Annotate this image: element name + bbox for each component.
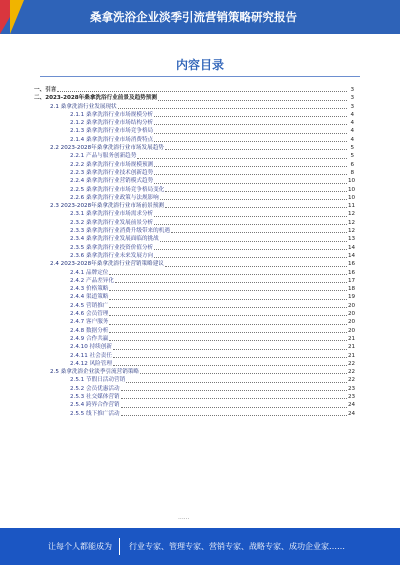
toc-entry-page: 4 bbox=[350, 111, 354, 118]
toc-entry-label: 2.4.2 产品差异化 bbox=[70, 277, 114, 284]
toc-entry-page: 22 bbox=[348, 369, 356, 376]
toc-entry-page: 11 bbox=[348, 203, 356, 210]
toc-entry-label: 2.5.5 线下推广活动 bbox=[70, 410, 120, 417]
toc-entry[interactable] bbox=[34, 352, 354, 360]
toc-entry-label: 2.5.2 会员优惠活动 bbox=[70, 385, 120, 392]
toc-entry-page: 18 bbox=[348, 286, 356, 293]
toc-entry-page: 5 bbox=[350, 145, 354, 152]
toc-dot-leader bbox=[154, 132, 347, 134]
toc-entry-page: 20 bbox=[348, 319, 356, 326]
toc-entry[interactable] bbox=[34, 335, 354, 343]
toc-entry-label: 2.3.2 桑拿洗浴行业发展前景分析 bbox=[70, 219, 154, 226]
toc-dot-leader bbox=[165, 148, 347, 150]
toc-dot-leader bbox=[109, 339, 347, 341]
toc-entry-page: 12 bbox=[348, 219, 356, 226]
toc-entry-page: 3 bbox=[350, 103, 354, 110]
toc-dot-leader bbox=[109, 314, 347, 316]
toc-entry[interactable] bbox=[34, 186, 354, 194]
toc-dot-leader bbox=[121, 414, 347, 416]
toc-entry[interactable] bbox=[34, 327, 354, 335]
toc-entry[interactable] bbox=[34, 269, 354, 277]
toc-entry-page: 3 bbox=[350, 87, 354, 93]
toc-dot-leader bbox=[154, 173, 347, 175]
toc-dot-leader bbox=[171, 231, 347, 233]
toc-entry-page: 16 bbox=[348, 261, 356, 268]
toc-dot-leader bbox=[154, 223, 347, 225]
toc-entry-page: 12 bbox=[348, 211, 356, 218]
toc-entry[interactable] bbox=[34, 302, 354, 310]
toc-entry-page: 20 bbox=[348, 302, 356, 309]
toc-entry-label: 2.4.3 价格策略 bbox=[70, 286, 109, 293]
toc-entry-label: 2.2 2023-2028年桑拿洗浴行业市场发展趋势 bbox=[50, 145, 164, 152]
toc-heading: 内容目录 bbox=[175, 58, 224, 72]
footer-divider bbox=[119, 538, 120, 555]
toc-dot-leader bbox=[154, 248, 347, 250]
toc-entry-page: 16 bbox=[348, 269, 356, 276]
toc-entry[interactable] bbox=[34, 111, 354, 119]
toc-divider bbox=[40, 76, 360, 77]
toc-entry-label: 2.1.2 桑拿洗浴行业市场结构分析 bbox=[70, 120, 154, 127]
toc-entry-label: 2.3.4 桑拿洗浴行业发展面临的挑战 bbox=[70, 236, 159, 243]
toc-entry-page: 8 bbox=[350, 169, 354, 176]
toc-entry-label: 2.4.5 营销推广 bbox=[70, 302, 109, 309]
toc-dot-leader bbox=[109, 273, 347, 275]
header-banner bbox=[0, 0, 400, 34]
toc-dot-leader bbox=[115, 281, 347, 283]
toc-entry[interactable] bbox=[34, 202, 354, 210]
toc-dot-leader bbox=[121, 389, 347, 391]
toc-dot-leader bbox=[109, 323, 347, 325]
toc-entry-label: 2.4.4 渠道策略 bbox=[70, 294, 109, 301]
toc-entry[interactable] bbox=[34, 219, 354, 227]
toc-entry-label: 2.5.1 节假日活动营销 bbox=[70, 377, 126, 384]
toc-entry[interactable] bbox=[34, 210, 354, 218]
toc-entry[interactable] bbox=[34, 401, 354, 409]
footer-slogan: 让每个人都能成为 bbox=[48, 542, 112, 551]
toc-dot-leader bbox=[160, 240, 347, 242]
toc-entry-page: 24 bbox=[348, 410, 356, 417]
toc-entry-page: 3 bbox=[350, 95, 354, 102]
toc-dot-leader bbox=[109, 298, 347, 300]
toc-entry-page: 4 bbox=[350, 136, 354, 143]
toc-entry-label: 2.5.3 社交媒体营销 bbox=[70, 393, 120, 400]
toc-entry-page: 14 bbox=[348, 252, 356, 259]
toc-entry[interactable] bbox=[34, 410, 354, 418]
toc-entry[interactable] bbox=[34, 343, 354, 351]
toc-entry-page: 5 bbox=[350, 153, 354, 160]
toc-entry-label: 一、引言 bbox=[34, 87, 57, 93]
toc-entry-label: 2.4.8 数据分析 bbox=[70, 327, 109, 334]
toc-dot-leader bbox=[165, 206, 347, 208]
toc-entry[interactable] bbox=[34, 277, 354, 285]
continuation-dots: ...... bbox=[178, 514, 190, 521]
toc-entry-label: 2.3 2023-2028年桑拿洗浴行业市场前景预测 bbox=[50, 203, 164, 210]
toc-entry-label: 2.1.4 桑拿洗浴行业市场消费特点 bbox=[70, 136, 154, 143]
toc-entry[interactable] bbox=[34, 235, 354, 243]
toc-entry-page: 4 bbox=[350, 128, 354, 135]
toc-dot-leader bbox=[154, 182, 347, 184]
toc-dot-leader bbox=[121, 397, 347, 399]
toc-entry-page: 23 bbox=[348, 393, 356, 400]
toc-entry[interactable] bbox=[34, 244, 354, 252]
footer-tagline: 行业专家、管理专家、营销专家、战略专家、成功企业家…… bbox=[129, 542, 345, 551]
toc-entry[interactable] bbox=[34, 136, 354, 144]
toc-entry[interactable] bbox=[34, 385, 354, 393]
toc-entry-label: 2.2.3 桑拿洗浴行业技术创新趋势 bbox=[70, 169, 154, 176]
toc-entry-page: 21 bbox=[348, 352, 356, 359]
table-of-contents bbox=[34, 86, 354, 418]
toc-entry-label: 2.4.10 持续创新 bbox=[70, 344, 112, 351]
toc-entry[interactable] bbox=[34, 393, 354, 401]
toc-entry-page: 17 bbox=[348, 277, 356, 284]
toc-entry[interactable] bbox=[34, 252, 354, 260]
toc-dot-leader bbox=[154, 115, 347, 117]
toc-entry-label: 2.2.4 桑拿洗浴行业营销模式趋势 bbox=[70, 178, 154, 185]
toc-entry[interactable] bbox=[34, 310, 354, 318]
toc-entry[interactable] bbox=[34, 152, 354, 160]
toc-entry-label: 2.2.6 桑拿洗浴行业政策与法规影响 bbox=[70, 194, 159, 201]
toc-dot-leader bbox=[113, 356, 347, 358]
toc-entry-page: 12 bbox=[348, 228, 356, 235]
toc-entry-label: 2.4.7 客户服务 bbox=[70, 319, 109, 326]
toc-entry-page: 4 bbox=[350, 120, 354, 127]
toc-dot-leader bbox=[165, 190, 347, 192]
toc-dot-leader bbox=[154, 123, 347, 125]
toc-dot-leader bbox=[140, 372, 347, 374]
toc-entry-page: 10 bbox=[348, 194, 356, 201]
toc-dot-leader bbox=[113, 348, 347, 350]
toc-entry-label: 2.4.9 合作共赢 bbox=[70, 335, 109, 342]
toc-dot-leader bbox=[154, 140, 347, 142]
toc-entry-label: 2.5.4 跨界合作营销 bbox=[70, 402, 120, 409]
toc-dot-leader bbox=[109, 289, 347, 291]
toc-entry-page: 21 bbox=[348, 344, 356, 351]
toc-entry-page: 6 bbox=[350, 161, 354, 168]
toc-entry-label: 2.2.5 桑拿洗浴行业市场竞争格局变化 bbox=[70, 186, 165, 193]
toc-entry-page: 22 bbox=[348, 360, 356, 367]
toc-entry[interactable] bbox=[34, 260, 354, 268]
toc-entry-page: 14 bbox=[348, 244, 356, 251]
toc-entry-label: 2.2.1 产品与服务创新趋势 bbox=[70, 153, 137, 160]
toc-entry-label: 2.4 2023-2028年桑拿洗浴行业营销策略建议 bbox=[50, 261, 164, 268]
toc-entry[interactable] bbox=[34, 119, 354, 127]
toc-dot-leader bbox=[160, 198, 347, 200]
toc-entry-label: 2.4.12 风险管理 bbox=[70, 360, 112, 367]
toc-dot-leader bbox=[126, 381, 347, 383]
footer-banner bbox=[0, 528, 400, 565]
toc-dot-leader bbox=[154, 215, 347, 217]
toc-entry-page: 24 bbox=[348, 402, 356, 409]
toc-dot-leader bbox=[109, 331, 347, 333]
toc-entry[interactable] bbox=[34, 161, 354, 169]
toc-entry[interactable] bbox=[34, 177, 354, 185]
toc-entry-label: 2.2.2 桑拿洗浴行业市场规模预测 bbox=[70, 161, 154, 168]
toc-entry-page: 23 bbox=[348, 385, 356, 392]
toc-dot-leader bbox=[165, 265, 347, 267]
toc-dot-leader bbox=[109, 306, 347, 308]
toc-dot-leader bbox=[137, 157, 347, 159]
toc-entry[interactable] bbox=[34, 376, 354, 384]
toc-entry[interactable] bbox=[34, 194, 354, 202]
toc-entry[interactable] bbox=[34, 360, 354, 368]
toc-entry-label: 2.1.3 桑拿洗浴行业市场竞争格局 bbox=[70, 128, 154, 135]
report-title: 桑拿洗浴企业淡季引流营销策略研究报告 bbox=[90, 10, 297, 24]
toc-entry-label: 二、2023-2028年桑拿洗浴行业前景及趋势预测 bbox=[34, 95, 157, 102]
toc-entry[interactable] bbox=[34, 293, 354, 301]
toc-entry[interactable] bbox=[34, 285, 354, 293]
toc-entry-page: 21 bbox=[348, 335, 356, 342]
toc-entry-label: 2.1 桑拿洗浴行业发展现状 bbox=[50, 103, 117, 110]
toc-entry-page: 10 bbox=[348, 186, 356, 193]
toc-dot-leader bbox=[118, 107, 347, 109]
toc-entry-page: 20 bbox=[348, 327, 356, 334]
toc-entry[interactable] bbox=[34, 318, 354, 326]
header-yellow-stripe bbox=[10, 0, 24, 34]
toc-entry[interactable] bbox=[34, 86, 354, 94]
toc-entry[interactable] bbox=[34, 368, 354, 376]
toc-dot-leader bbox=[158, 99, 347, 101]
toc-entry-label: 2.4.1 品牌定位 bbox=[70, 269, 109, 276]
toc-dot-leader bbox=[154, 256, 347, 258]
toc-entry-label: 2.5 桑拿洗浴企业淡季引流营销策略 bbox=[50, 369, 139, 376]
toc-dot-leader bbox=[154, 165, 347, 167]
toc-entry-label: 2.3.3 桑拿洗浴行业消费升级带来的机遇 bbox=[70, 228, 170, 235]
toc-entry[interactable] bbox=[34, 169, 354, 177]
toc-entry-label: 2.3.5 桑拿洗浴行业投资价值分析 bbox=[70, 244, 154, 251]
toc-entry[interactable] bbox=[34, 103, 354, 111]
toc-entry[interactable] bbox=[34, 127, 354, 135]
toc-entry-label: 2.4.11 社会责任 bbox=[70, 352, 112, 359]
toc-entry-page: 22 bbox=[348, 377, 356, 384]
toc-dot-leader bbox=[113, 364, 347, 366]
toc-entry-label: 2.4.6 会员管理 bbox=[70, 311, 109, 318]
toc-dot-leader bbox=[57, 90, 347, 92]
toc-entry-page: 19 bbox=[348, 294, 356, 301]
toc-entry-label: 2.3.1 桑拿洗浴行业市场需求分析 bbox=[70, 211, 154, 218]
toc-dot-leader bbox=[121, 406, 347, 408]
toc-entry[interactable] bbox=[34, 227, 354, 235]
toc-entry-label: 2.1.1 桑拿洗浴行业市场规模分析 bbox=[70, 111, 154, 118]
toc-entry-page: 13 bbox=[348, 236, 356, 243]
toc-entry-page: 20 bbox=[348, 311, 356, 318]
toc-entry-page: 10 bbox=[348, 178, 356, 185]
toc-entry-label: 2.3.6 桑拿洗浴行业未来发展方向 bbox=[70, 252, 154, 259]
toc-entry[interactable] bbox=[34, 144, 354, 152]
toc-entry[interactable] bbox=[34, 94, 354, 102]
